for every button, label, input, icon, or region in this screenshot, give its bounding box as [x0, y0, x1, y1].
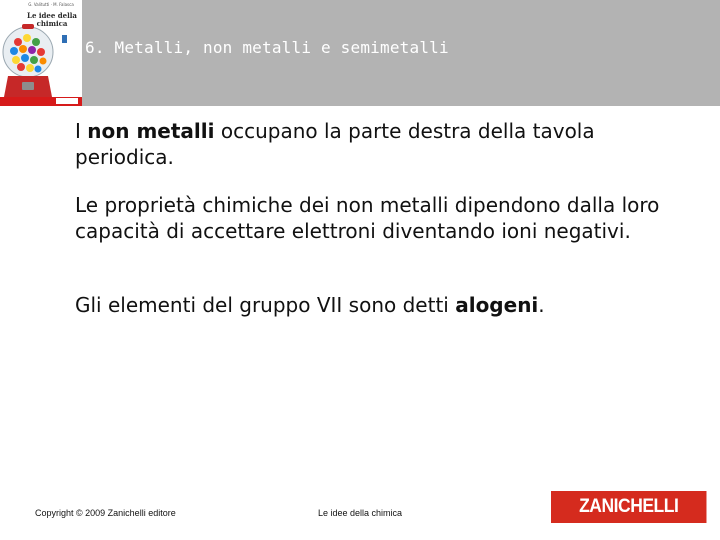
- term-alogeni: alogeni: [455, 293, 539, 317]
- footer-copyright: Copyright © 2009 Zanichelli editore: [35, 508, 176, 518]
- paragraph-chemical-properties: Le proprietà chimiche dei non metalli dipendono dalla loro capacità di accettare elettroni diventando ioni negativi.: [75, 193, 660, 243]
- zanichelli-logo: ZANICHELLI: [551, 491, 706, 523]
- book-cover-authors: G. Valitutti · M. Falasca: [28, 2, 74, 7]
- paragraph-text: .: [538, 293, 545, 317]
- book-cover-publisher-tag: [56, 98, 78, 104]
- slide-title: 6. Metalli, non metalli e semimetalli: [85, 38, 449, 57]
- book-cover-title: Le idee della chimica: [27, 11, 77, 28]
- paragraph-text: Gli elementi del gruppo VII sono detti: [75, 293, 456, 317]
- header-bar: [0, 0, 720, 106]
- paragraph-non-metals-position: [75, 118, 695, 170]
- paragraph-halogens: [75, 292, 695, 318]
- footer-book-title: Le idee della chimica: [318, 508, 403, 518]
- paragraph-text: occupano la parte destra della tavola periodica.: [75, 119, 595, 169]
- book-cover-tab: [62, 35, 67, 43]
- paragraph-text: I: [75, 119, 88, 143]
- term-non-metalli: non metalli: [87, 119, 215, 143]
- book-cover-image: [0, 0, 82, 106]
